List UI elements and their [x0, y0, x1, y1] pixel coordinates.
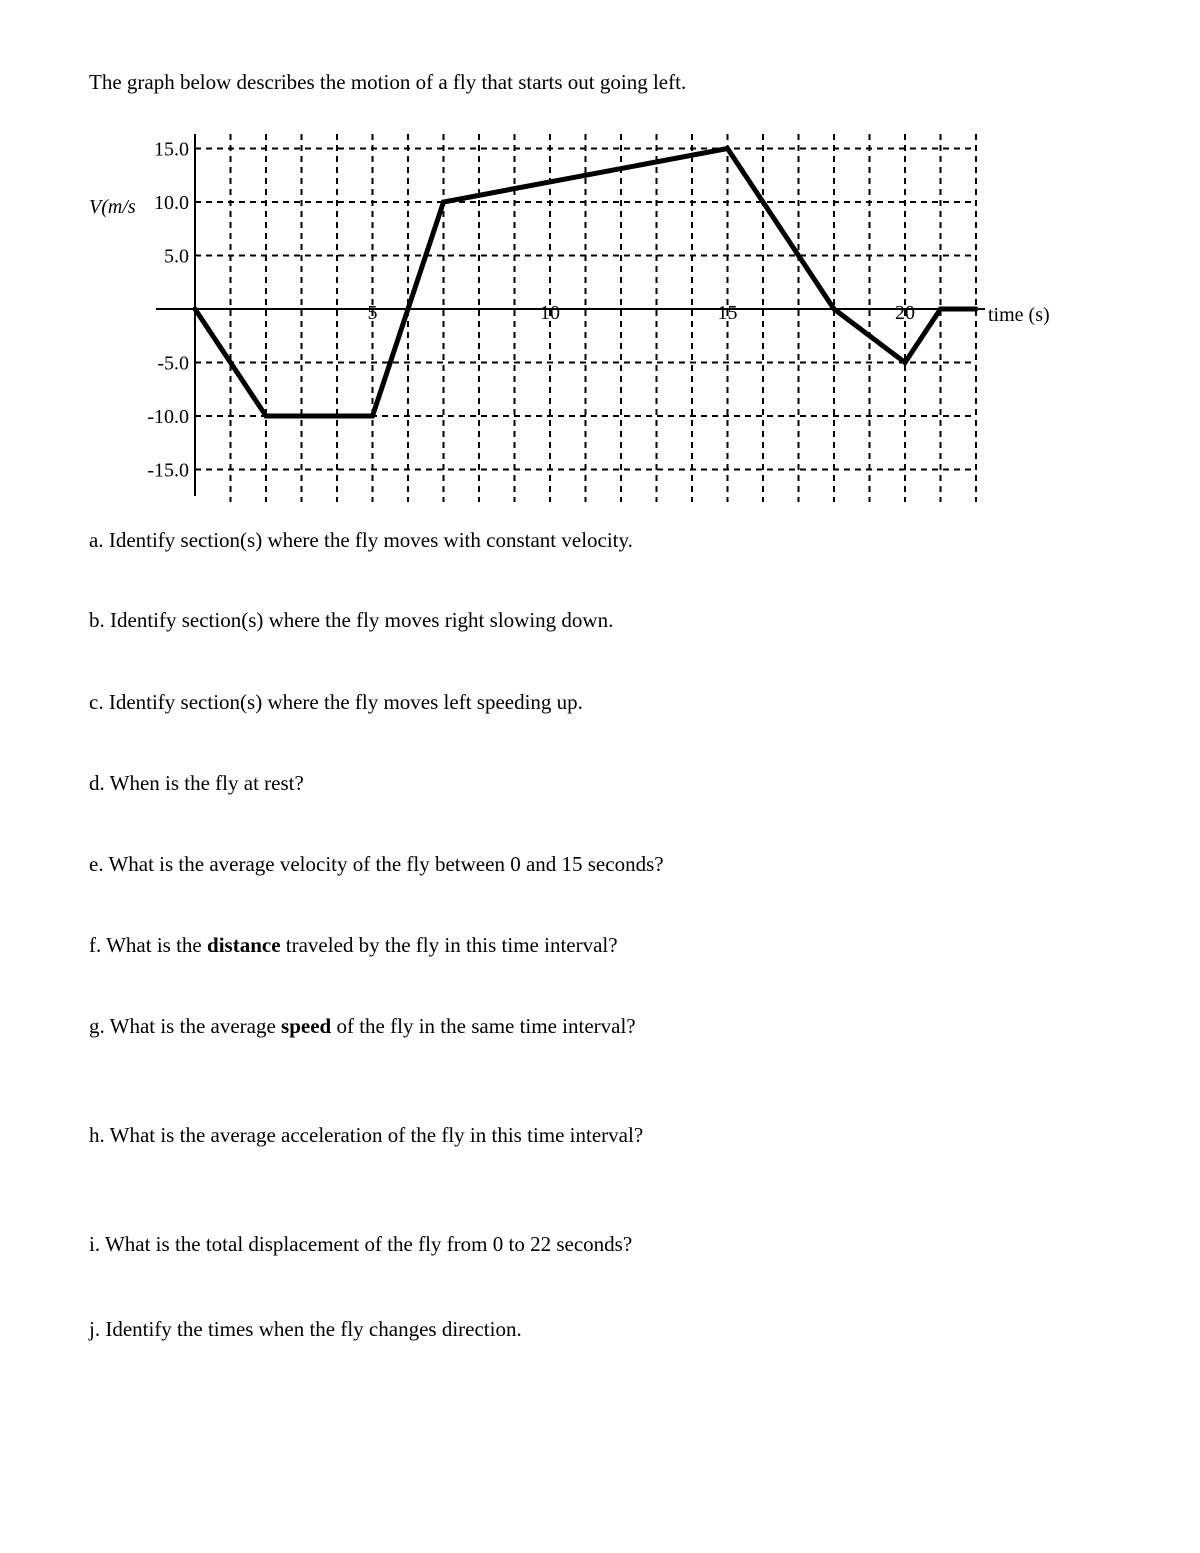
- data-point: [938, 307, 943, 312]
- x-tick-label: 10: [540, 302, 560, 324]
- data-point: [903, 360, 908, 365]
- question-e-text: e. What is the average velocity of the fly between 0 and 15 seconds?: [89, 852, 664, 876]
- data-point: [725, 146, 730, 151]
- intro-text: The graph below describes the motion of a fly that starts out going left.: [89, 70, 687, 94]
- question-a: [89, 528, 633, 553]
- question-f-text-end: traveled by the fly in this time interval?: [280, 933, 618, 957]
- x-tick-label: 5: [367, 302, 378, 324]
- question-g-emphasis: speed: [281, 1014, 332, 1038]
- question-g-text-end: of the fly in the same time interval?: [331, 1014, 636, 1038]
- data-point: [193, 307, 198, 312]
- y-tick-label: -5.0: [157, 352, 189, 375]
- question-g-text-start: g. What is the average: [89, 1014, 282, 1038]
- velocity-time-graph: [0, 0, 1200, 520]
- axes: [156, 134, 985, 496]
- question-i: [89, 1232, 632, 1257]
- grid: [195, 134, 976, 502]
- data-point: [264, 414, 269, 419]
- y-tick-label: 5.0: [164, 245, 189, 268]
- y-tick-label: -10.0: [147, 406, 189, 428]
- question-d: [89, 771, 304, 796]
- question-h-text: h. What is the average acceleration of the fly in this time interval?: [89, 1123, 644, 1147]
- y-tick-label: -15.0: [147, 459, 189, 482]
- x-tick-label: 20: [895, 302, 915, 324]
- data-point: [974, 307, 979, 312]
- question-f: [89, 933, 618, 958]
- question-b-text: b. Identify section(s) where the fly moves right slowing down.: [89, 608, 614, 632]
- question-a-text: a. Identify section(s) where the fly moves with constant velocity.: [89, 528, 633, 552]
- question-d-text: d. When is the fly at rest?: [89, 771, 304, 795]
- x-axis-label: time (s): [988, 304, 1050, 326]
- data-point: [370, 414, 375, 419]
- question-f-text-start: f. What is the: [89, 933, 208, 957]
- x-tick-label: 15: [717, 302, 738, 324]
- y-tick-label: 10.0: [154, 192, 189, 214]
- y-tick-label: 15.0: [154, 138, 189, 161]
- data-point: [441, 200, 446, 205]
- question-b: [89, 608, 613, 633]
- question-i-text: i. What is the total displacement of the fly from 0 to 22 seconds?: [89, 1232, 633, 1256]
- data-point: [832, 307, 837, 312]
- question-f-emphasis: distance: [207, 933, 281, 957]
- question-e: [89, 852, 664, 877]
- y-axis-label: V(m/s: [89, 196, 136, 218]
- question-g: [89, 1014, 636, 1039]
- question-j: [89, 1317, 522, 1342]
- question-h: [89, 1123, 643, 1148]
- question-c-text: c. Identify section(s) where the fly moves left speeding up.: [89, 690, 583, 714]
- question-j-text: j. Identify the times when the fly changes direction.: [89, 1317, 522, 1341]
- question-c: [89, 690, 583, 715]
